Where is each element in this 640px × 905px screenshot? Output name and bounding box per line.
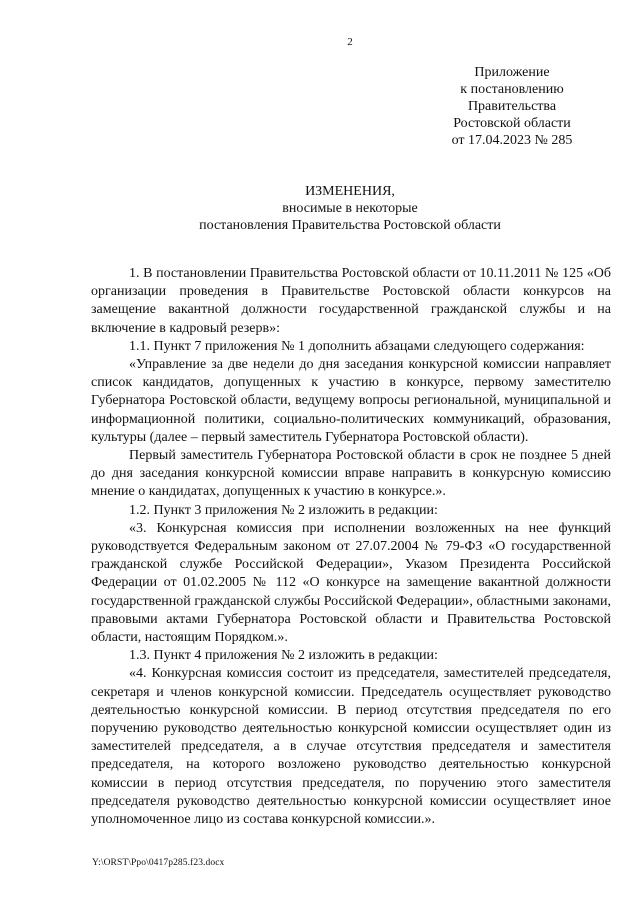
document-title <box>90 183 610 234</box>
paragraph: 1. В постановлении Правительства Ростовской области от 10.11.2011 № 125 «Об организации проведения в Правительстве Ростовской области конкурсов на замещение вакантной должности государственной гражданской службы и на включение в кадровый резерв»: <box>91 266 611 336</box>
paragraph: 1.3. Пункт 4 приложения № 2 изложить в редакции: <box>129 648 438 664</box>
paragraph: Первый заместитель Губернатора Ростовской области в срок не позднее 5 дней до дня заседания конкурсной комиссии вправе направить в конкурсную комиссию мнение о кандидатах, допущенных к участию в конкурсе.». <box>91 448 611 500</box>
title-subline: вносимые в некоторые <box>282 201 418 216</box>
document-body <box>91 265 611 829</box>
appendix-line: Правительства <box>467 99 557 114</box>
title-heading: ИЗМЕНЕНИЯ, <box>305 184 395 199</box>
page-number: 2 <box>347 36 353 48</box>
appendix-line: от 17.04.2023 № 285 <box>451 133 573 148</box>
paragraph: «3. Конкурсная комиссия при исполнении возложенных на нее функций руководствуется Федеральным законом от 27.07.2004 № 79-ФЗ «О государственной гражданской службе Российской Федерации», Указом Президента Российской Федерации от 01.02.2005 № 112 «О конкурсе на замещение вакантной должности государственной гражданской службы Российской Федерации», областными законами, правовыми актами Губернатора Ростовской области и Правительства Ростовской области, настоящим Порядком.». <box>91 520 611 646</box>
appendix-line: Ростовской области <box>453 116 571 131</box>
appendix-line: к постановлению <box>460 82 564 97</box>
title-subline: постановления Правительства Ростовской области <box>199 218 501 233</box>
appendix-line: Приложение <box>474 65 550 80</box>
paragraph: 1.2. Пункт 3 приложения № 2 изложить в редакции: <box>129 502 438 518</box>
footer-file-path: Y:\ORST\Ppo\0417p285.f23.docx <box>92 858 225 868</box>
paragraph: «4. Конкурсная комиссия состоит из председателя, заместителей председателя, секретаря и членов конкурсной комиссии. Председатель осуществляет руководство деятельностью конкурсной комиссии. В период отсутствия председателя по его поручению руководство деятельностью конкурсной комиссии осуществляет один из заместителей председателя, а в случае отсутствия председателя и заместителя председателя, на которого возложено руководство деятельностью конкурсной комиссии в период отсутствия председателя, по поручению этого заместителя председателя руководство деятельностью конкурсной комиссии осуществляет иное уполномоченное лицо из состава конкурсной комиссии.». <box>91 666 611 828</box>
appendix-block <box>432 64 592 149</box>
paragraph: 1.1. Пункт 7 приложения № 1 дополнить абзацами следующего содержания: <box>129 338 585 354</box>
paragraph: «Управление за две недели до дня заседания конкурсной комиссии направляет список кандидатов, допущенных к участию в конкурсе, первому заместителю Губернатора Ростовской области, ведущему вопросы региональной, муниципальной и информационной политики, социально-политических коммуникаций, образования, культуры (далее – первый заместитель Губернатора Ростовской области). <box>91 357 611 445</box>
